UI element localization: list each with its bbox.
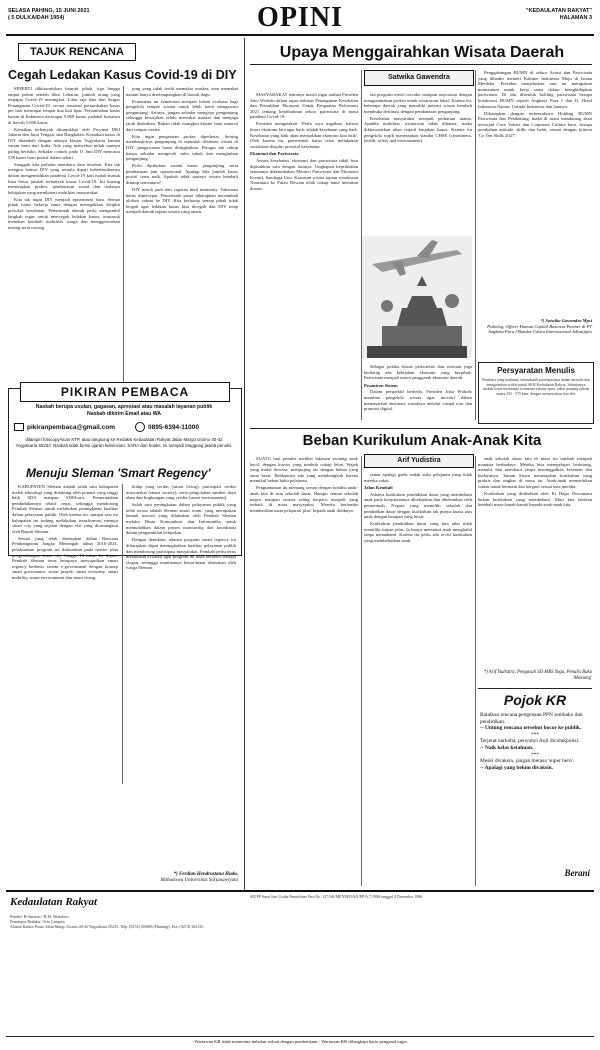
wisata-title: Upaya Menggairahkan Wisata Daerah: [279, 44, 565, 61]
sleman-column-1: KABUPATEN Sleman adalah salah satu kabupaten melek teknologi yang didukung oleh potensi yang tinggi baik SDA maupun SDM-nya. Pemerintahan pendudukannya relatif cepat, sehingga mendorong Pemkab Sleman untuk melakukan peningkatan kualitas dalam pelayanan publik. Oleh karena itu, sampai saat ini kabupaten ini sedang melakukan transformasi menuju smart city yang sejalan dengan visi yang dicanangkan oleh Bupati Sleman. Sesuai yang telah ditetapkan dalam Rencana Pembangunan Jangka Menengah tahun 2016-2021, pelaksanaan program ini didasarkan pada master plan pengembangan smart city hingga 10 tahun ke depan. Pemkab Sleman terus berupaya mewujudkan smart regency berbasis sistem e-government dengan konsep smart governance, smart people, smart economy, smart mobility, smart environment dan smart living.: [12, 484, 118, 580]
tajuk-column-2: jung yang tidak tertib memakai masker, atau memakai namun hanya diselempangkan di bawah dagu. Fenomena ini sementara menjadi bahan evaluasi bagi pengelola tempat wisata untuk lebih ketat mengawasi pengunjung. Artinya, jangan sekadar mengejar pengunjung sehingga kewajiban selalu memakai masker dan menjaga jarak diabaikan. Bukan tidak mungkin klaster baru muncul dari tempat wisata. Kita ingin pengetatan prokes diperketat. Seiring membanjirnya pengunjung di sejumlah destinasi wisata di DIY, pengawasan harus ditingkatkan. Petugas tak cukup hanya sekadar mengecek suhu tubuh dan mengimbau pengunjung. Perlu dipikirkan sistem kuota pengunjung serta pembatasan jam operasional. Apalagi bila jumlah kasus positif terus naik. Apakah tidak saatnya wisata kembali ditutup sementara? DIY masih jauh dari capaian herd immunity. Vaksinasi harus dipercepat. Pemerintah pusat diharapkan menambah alokasi vaksin ke DIY. Kita berharap semua pihak tidak lengah agar ledakan kasus bisa dicegah dan DIY tetap menjadi daerah tujuan wisata yang aman.: [126, 86, 238, 215]
kurikulum-author-box: Arif Yudistira: [364, 454, 474, 468]
sleman-author: *) Ferdian Hendrastana Huda, Mahasiswa Universitas Sarjanawiyata: [160, 872, 238, 883]
email-address[interactable]: pikiranpembaca@gmail.com: [27, 423, 115, 431]
pembaca-label: PIKIRAN PEMBACA: [20, 382, 230, 402]
date-text: SELASA PAHING, 15 JUNI 2021: [8, 8, 90, 14]
pojok-content: Batalkan rencana pengenaan PPN sembako dan pendidikan. -- Untung rencana tersebut bocor ke publik. *** Terjerat narkoba, penyanyi Anji dicidukpolisi. -- Naik kelas ketahuan. *** Meski divaksin, jangan merasa 'super hero'. -- Apalagi yang belum divaksin.: [480, 712, 583, 771]
wisata-column-2b: Sebagai pelaku bisnis perhotelan dan restoran juga berharap ada kebijakan ekonomi yang berpihak. Pariwisata menjadi motor penggerak ekonomi daerah. Pesantren Sistem Dalam perspektif berbeda, Presiden Joko Widodo meminta pengelola wisata agar inovatif dalam memasarkan destinasi, misalnya melalui virtual tour dan promosi digital.: [364, 364, 472, 412]
pembaca-note: dilampiri fotocopy/scan KTP, atau langsung ke Redaksi Kedaulatan Rakyat Jalan Margo Utomo 40-42 Yogyakarta 55233. Naskah tidak berisi ujaran kebencian, SARA dan hoaks. Isi menjadi tanggung jawab penulis.: [15, 437, 233, 448]
email-icon: [14, 423, 24, 431]
kurikulum-column-2: ramai apalagi gadis sudah suka pelajaran yang tidak mereka sukai. Jalan Kembali Adanya kurikulum pendidikan dasar yang membebani anak pada kenyataannya dibebankan dan dibebankan oleh pemerintah. Negara yang memiliki sekolah dan pendidikan dasar dengan kurikulum tak punya kuasa atas anak dengan harapan yang besar. Kurikulum pendidikan dasar yang kita tahu tidak memiliki tujuan jelas. Ia hanya menuntut anak menghafal tanpa memahami. Karena itu perlu ada revisi kurikulum yang membebaskan anak.: [364, 472, 472, 544]
tajuk-label: TAJUK RENCANA: [18, 43, 136, 61]
tajuk-column-1: SEPERTI dikhawatirkan banyak pihak, tiga hingga empat pekan setelah libur Lebaran, jumlah orang yang terpapar Covid-19 meningkat. Lihat saja data dari Satgas Penanganan Covid-19, secara nasional pertambahan kasus per hari mencapai tempat dua kali lipat. Pertambahan kasus harian di Indonesia mencapai 9.868 kasus, padahal biasanya di bawah 5.000 kasus. Kenaikan terbanyak ditunjukkan oleh Provinsi DKI Jakarta dan Jawa Tengah, dan Bangkalan. Kenaikan kasus di DIY ditambah dengan adanya klaster Yogyakarta karena varian baru dari India. Ada yang menyebut inilah saatnya paling berisiko. Sekadar contoh, pada 11 Juni DIY mencatat 538 kasus baru positif dalam sehari. Sungguh kita prihatin membaca data tersebut. Kita tak mengira bahwa DIY yang semula dipuji keberhasilannya dalam mengendalikan pandemi Covid-19 kini malah masuk lima besar jumlah terbanyak kasus Covid-19. Ini kurang menerapkan prokes, pembatasan sosial dan tiadanya kebijakan yang membatasi mobilitas masyarakat. Kita tak ingin DIY menjadi episentrum baru. Semua pihak harus bekerja sama dengan menegakkan disiplin protokol kesehatan. Pemerintah daerah perlu mengambil langkah tegas untuk mencegah ledakan kasus, termasuk menekan kembali mobilitas warga dan menggencarkan testing serta tracing.: [8, 86, 120, 230]
kurikulum-title: Beban Kurikulum Anak-Anak Kita: [302, 432, 542, 449]
kurikulum-author: *) Arif Yudistira, Pengasuh SD MBS Yoga, Penulis Buku 'Momong': [483, 670, 592, 681]
sleman-title: Menuju Sleman 'Smart Regency': [26, 466, 211, 480]
pojok-title: Pojok KR: [503, 692, 567, 708]
footer-logo: Kedaulatan Rakyat: [10, 896, 98, 908]
pojok-signature: Berani: [564, 868, 590, 878]
whatsapp-number[interactable]: 0895-6394-11000: [148, 423, 199, 431]
footer-siup: SIUPP Surat Izin Usaha Penerbitan Pers No. 127/SK/MENPEN/SIUPP/A.7/1986 tanggal 4 Desember 1986.: [250, 894, 424, 899]
wisata-column-2: lan program travel corridor maupun staycation dengan mengutamakan prokes untuk wisatawan lokal. Karena itu, beberapa daerah yang memiliki potensi wisata kembali membuka destinasi dengan pembatasan pengunjung. Kesehatan masyarakat menjadi perhatian utama. Apabila mobilitas wisatawan tidak dibatasi, maka dikhawatirkan akan terjadi lonjakan kasus. Karena itu pengelola wajib menerapkan standar CHSE (cleanliness, health, safety and environment).: [364, 92, 472, 144]
sleman-column-2: hidup yang cerdas (smart living), partisipasi cerdas masyarakat (smart society), serta pengolahan sumber daya alam dan lingkungan yang cerdas (smart environment). Salah satu peningkatan dalam pelayanan publik yang telah terasa adalah Sleman smart room, yang merupakan bentuk inovasi yang dilakukan oleh Pemkab Sleman melalui Dinas Komunikasi dan Informatika untuk memudahkan dalam proses monitoring dan koordinasi dalam pengambilan kebijakan. Dengan demikian, adanya program smart regency ini diharapkan dapat meningkatkan kualitas pelayanan publik dan mendorong partisipasi masyarakat. Pemkab perlu terus melakukan evaluasi agar program ini tidak berhenti sebagai slogan, sehingga manfaatnya benar-benar dirasakan oleh warga Sleman.: [126, 484, 236, 571]
tajuk-title: Cegah Ledakan Kasus Covid-19 di DIY: [8, 68, 237, 82]
persyaratan-title: Persyaratan Menulis: [497, 366, 575, 375]
paper-name: "KEDAULATAN RAKYAT": [525, 8, 592, 14]
kurikulum-column-1: SUATU hari penulis melihat lakonan seorang anak kecil, dengan kursus yang tumbuh cukup lebat. Wajah yang mulai dewasa, menjinjing tas dengan beban yang amat berat. Bahkannya ada yang membungkuk karena memikul beban buku pelajaran. Pengumuman itu memang sesuai dengan kondisi anak-anak kita di usia sekolah dasar. Hampir semua sekolah negeri maupun swasta saling berpacu menjadi yang terbaik di mata masyarakat. Mereka berlomba memberikan mata pelajaran 'plus' kepada anak didiknya.: [250, 456, 358, 513]
kurikulum-column-3: anak sekolah dasar kita di masa itu tumbuh menjadi manusia berbudaya. Mereka bisa mempelajari berhitung, menulis dan membaca tanpa meninggalkan kesenian dan budayanya. Taman Siswa menerapkan kurikulum yang praktis dan ringkas di masa itu. Anak-anak memerlukan waktu untuk bermain dan bergaul sesuai usia mereka. Kurikulum yang diidealkan oleh Ki Hajar Dewantara bukan kurikulum yang membebani. Mari kita berikan kembali masa kanak-kanak kepada anak-anak kita.: [478, 456, 592, 508]
footer-staff: Pendiri: H.Samawi / H.M. Wonohito Pemimpin Redaksi: Octo Lampito Alamat Kantor Pusat: Jalan Margo Utomo 40-42 Yogyakarta 55233. Telp. (0274) 565685 (Hunting). Fax: (0274) 563125.: [10, 914, 205, 929]
wisata-column-3: Penggabungan BUMN di sektor Aviasi dan Pariwisata yang dihadiri menteri Kabinet Indonesia Maju di Istana Merdeka. Presiden menjelaskan saat ini merupakan momentum untuk kerja sama dalam menghidupkan pariwisata. Di situ dibentuk holding pariwisata berupa kolaborasi BUMN seperti Angkasa Pura I dan II, Hotel Indonesia Natour, Garuda Indonesia dan lainnya. Diharapkan dengan terbentuknya Holding BUMN Pariwisata dan Pendukung, maka di masa mendatang akan terwujud Cave Values dan Corporate Culture baru, berupa perubahan attitude, skills dan habit, sesuai dengan kriteria 'Go Ten Skills 2027'.: [478, 70, 592, 139]
issue-date: [8, 8, 90, 22]
whatsapp-icon: [135, 422, 145, 432]
wisata-column-1: MASYARAKAT tentunya masih ingat arahan Presiden Joko Widodo dalam rapat terbatas Penanganan Kesehatan dan Pemulihan Ekonomi Untuk Penguatan Reformasi 2021 tentang keprihatinan sektor pariwisata di masa pandemi Covid-19. Presiden mengatakan: 'Perlu saya ingatkan, bahwa kunci ekonomi kita agar baik, adalah kesehatan yang baik. Kesehatan yang baik akan menjadikan ekonomi kita baik'. Oleh karena itu, pemerintah harus terus melakukan sosialisasi disiplin protokol kesehatan. Ekonomi dan Pariwisata Antara kesehatan, ekonomi dan pariwisata tidak bisa dipisahkan satu dengan lainnya. Ungkapan kepribadian semuanya dikemukakan Menteri Pariwisata dan Ekonomi Kreatif, Sandiaga Uno. Kawasan wisata tujuan wisatawan Nusantara ke Pulau Dewata telah cukup lama menurun drastis.: [250, 92, 358, 191]
page-number: HALAMAN 3: [559, 15, 592, 21]
paper-info: [526, 8, 592, 22]
tourism-illustration: [362, 236, 472, 358]
hijri-date-text: ( 5 DULKAIDAH 1954): [8, 15, 65, 21]
pembaca-subtitle: Naskah berupa usulan, gagasan, apresiasi atau masalah layanan publik Naskah dikirim Email atau WA: [35, 404, 213, 417]
wisata-author-box: Satwika Gawendra: [364, 70, 474, 86]
contact-row: [14, 421, 234, 433]
persyaratan-text: Pembaca yang budiman, terimakasih partisipasinya dalam menulis dan mengirimkan artikel untuk SKH Kedaulatan Rakyat. Selanjutnya naskah harus memenuhi ketentuan tulisan opini, yakni panjang tulisan antara 535 - 575 kata, dengan menyertakan foto diri.: [482, 378, 590, 396]
wisata-author: *) Satwika Gawendra Mpsi Psikolog, Officer Human Capital Business Partner di PT Angkasa Pura I Bandar Udara Internasional Adisutjipto: [487, 318, 592, 335]
section-title: OPINI: [257, 2, 343, 33]
footer-bottom-note: - Wartawan KR tidak menerima imbalan terkait dengan pemberitaan - Wartawan KR dilengkapi kartu pengenal tugas.: [191, 1039, 409, 1044]
